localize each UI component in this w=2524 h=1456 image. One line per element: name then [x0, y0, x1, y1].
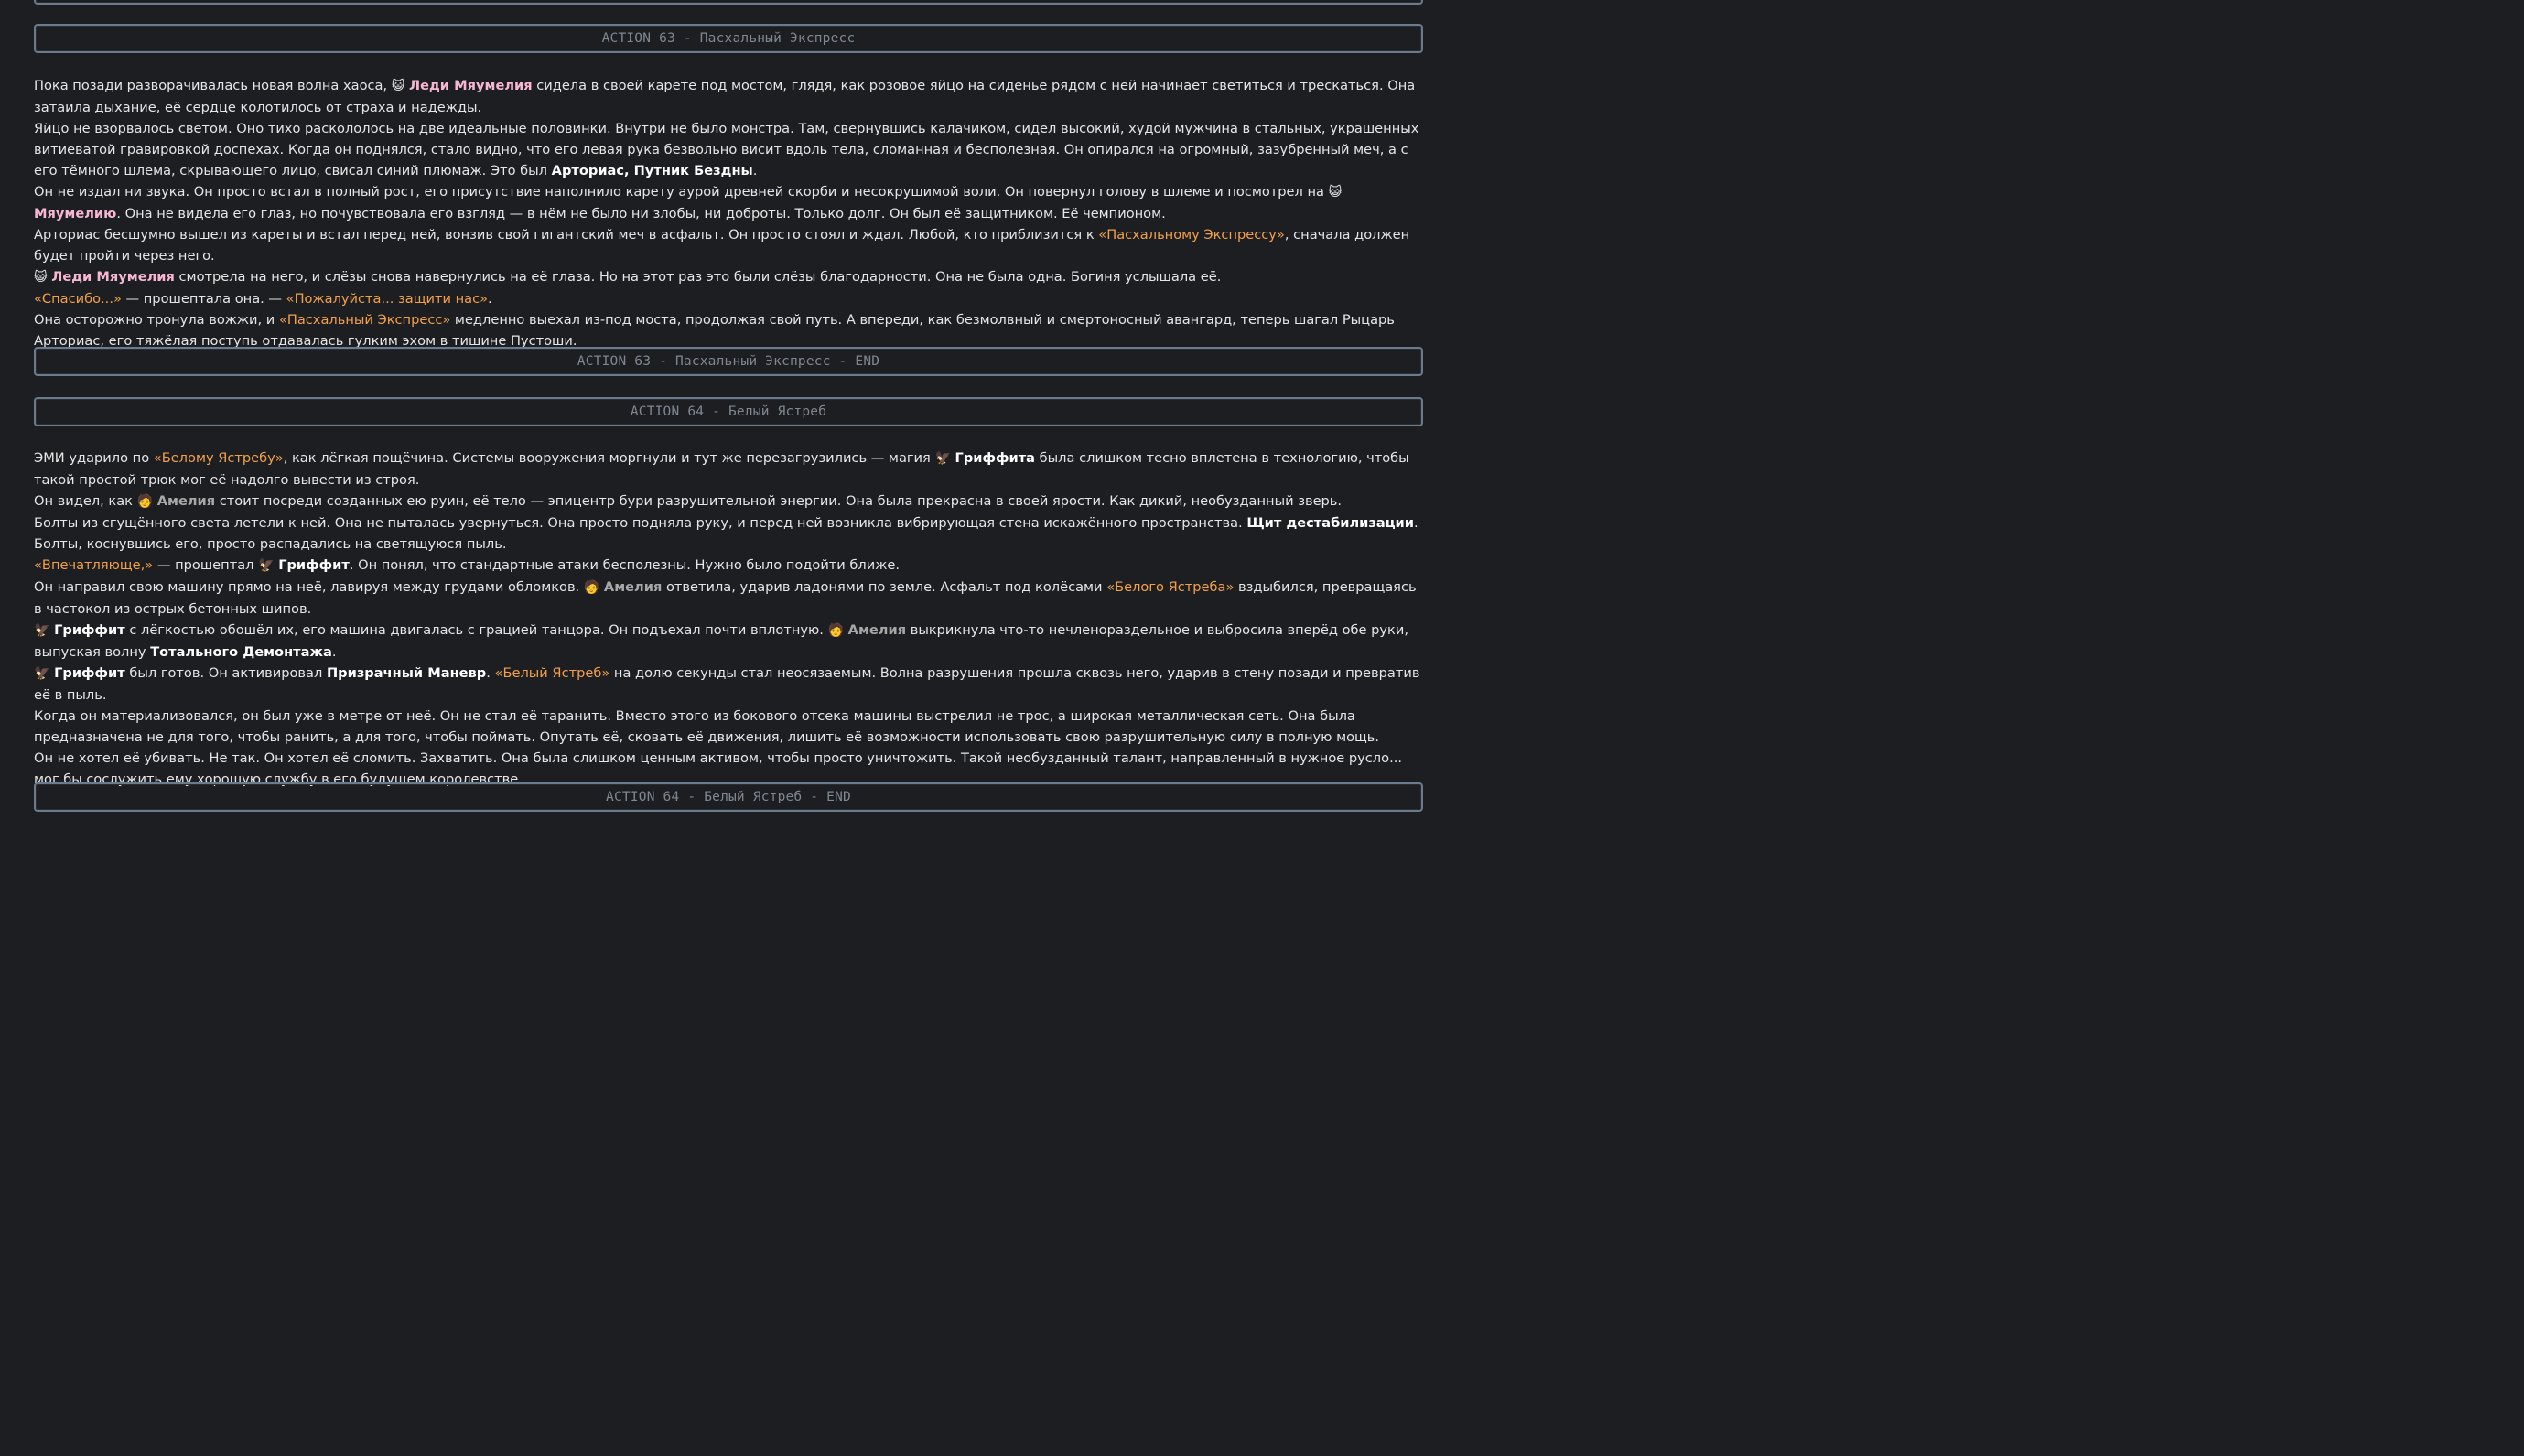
vehicle-name: «Белому Ястребу» [153, 450, 284, 466]
paragraph: Он видел, как 🧑 Амелия стоит посреди созданных ею руин, её тело — эпицентр бури разрушительной энергии. Она была прекрасна в своей ярости. Как дикий, необузданный зверь. [34, 493, 1343, 509]
action-63-footer: ACTION 63 - Пасхальный Экспресс - END [34, 347, 1423, 376]
person-icon: 🧑 [136, 494, 154, 509]
paragraph: Он не издал ни звука. Он просто встал в полный рост, его присутствие наполнило карету аурой древней скорби и несокрушимой воли. Он повернул голову в шлеме и посмотрел на 😺 Мяумелию. Она не видела его глаз, но почувствовала его взгляд — в нём не было ни злобы, ни доброты. Только долг. Он был её защитником. Её чемпионом. [34, 184, 1343, 221]
eagle-icon: 🦅 [34, 666, 50, 681]
character-name: Леди Мяумелия [51, 269, 175, 285]
character-name: Гриффита [955, 450, 1036, 466]
paragraph: Болты из сгущённого света летели к ней. Она не пыталась увернуться. Она просто подняла руку, и перед ней возникла вибрирующая стена искажённого пространства. Щит дестабилизации. Болты, коснувшись его, просто распадались на светящуюся пыль. [34, 515, 1418, 552]
paragraph: 🦅 Гриффит был готов. Он активировал Призрачный Маневр. «Белый Ястреб» на долю секунды стал неосязаемым. Волна разрушения прошла сквозь него, ударив в стену позади и превратив её в пыль. [34, 665, 1420, 703]
character-name: Амелия [156, 493, 216, 509]
person-icon: 🧑 [827, 623, 845, 638]
paragraph: ЭМИ ударило по «Белому Ястребу», как лёгкая пощёчина. Системы вооружения моргнули и тут же перезагрузились — магия 🦅 Гриффита была слишком тесно вплетена в технологию, чтобы такой простой трюк мог её надолго вывести из строя. [34, 450, 1409, 488]
dialogue: «Пожалуйста... защити нас» [286, 291, 489, 307]
dialogue: «Спасибо...» [34, 291, 122, 307]
ability-name: Тотального Демонтажа [150, 644, 332, 660]
action-64-story [34, 448, 1420, 790]
person-icon: 🧑 [583, 580, 600, 595]
paragraph: 😺 Леди Мяумелия смотрела на него, и слёзы снова навернулись на её глаза. Но на этот раз это были слёзы благодарности. Она не была одна. Богиня услышала её. [34, 269, 1222, 285]
paragraph: Она осторожно тронула вожжи, и «Пасхальный Экспресс» медленно выехал из-под моста, продолжая свой путь. А впереди, как безмолвный и смертоносный авангард, теперь шагал Рыцарь Арториас, его тяжёлая поступь отдавалась гулким эхом в тишине Пустоши. [34, 312, 1395, 349]
paragraph: Он направил свою машину прямо на неё, лавируя между грудами обломков. 🧑 Амелия ответила, ударив ладонями по земле. Асфальт под колёсами «Белого Ястреба» вздыбился, превращаясь в частокол из острых бетонных шипов. [34, 579, 1417, 617]
paragraph: 🦅 Гриффит с лёгкостью обошёл их, его машина двигалась с грацией танцора. Он подъехал почти вплотную. 🧑 Амелия выкрикнула что-то нечленораздельное и выбросила вперёд обе руки, выпуская волну Тотального Демонтажа. [34, 622, 1408, 660]
paragraph: Пока позади разворачивалась новая волна хаоса, 😺 Леди Мяумелия сидела в своей карете под мостом, глядя, как розовое яйцо на сиденье рядом с ней начинает светиться и трескаться. Она затаила дыхание, её сердце колотилось от страха и надежды. [34, 78, 1416, 115]
action-63-header: ACTION 63 - Пасхальный Экспресс [34, 24, 1423, 53]
vehicle-name: «Белого Ястреба» [1106, 579, 1235, 595]
character-name: Леди Мяумелия [409, 78, 533, 93]
character-name: Гриффит [278, 557, 350, 573]
vehicle-name: «Пасхальному Экспрессу» [1098, 227, 1285, 243]
paragraph: Яйцо не взорвалось светом. Оно тихо раскололось на две идеальные половинки. Внутри не было монстра. Там, свернувшись калачиком, сидел высокий, худой мужчина в стальных, украшенных витиеватой гравировкой доспехах. Когда он поднялся, стало видно, что его левая рука безвольно висит вдоль тела, сломанная и бесполезная. Он опирался на огромный, зазубренный меч, а с его тёмного шлема, скрывающего лицо, свисал синий плюмаж. Это был Арториас, Путник Бездны. [34, 121, 1419, 178]
eagle-icon: 🦅 [258, 558, 275, 573]
cat-icon: 😺 [1328, 185, 1343, 200]
character-name: Гриффит [54, 622, 125, 638]
paragraph: Арториас бесшумно вышел из кареты и встал перед ней, вонзив свой гигантский меч в асфальт. Он просто стоял и ждал. Любой, кто приблизится к «Пасхальному Экспрессу», сначала должен будет пройти через него. [34, 227, 1410, 264]
paragraph: Когда он материализовался, он был уже в метре от неё. Он не стал её таранить. Вместо этого из бокового отсека машины выстрелил не трос, а широкая металлическая сеть. Она была предназначена не для того, чтобы ранить, а для того, чтобы поймать. Опутать её, сковать её движения, лишить её возможности использовать свою разрушительную силу в полную мощь. [34, 708, 1380, 745]
action-64-header: ACTION 64 - Белый Ястреб [34, 397, 1423, 426]
ability-name: Призрачный Маневр [326, 665, 487, 681]
paragraph: Он не хотел её убивать. Не так. Он хотел её сломить. Захватить. Она была слишком ценным активом, чтобы просто уничтожить. Такой необузданный талант, направленный в нужное русло... мог бы сослужить ему хорошую службу в его будущем королевстве. [34, 750, 1402, 787]
character-name: Амелия [603, 579, 663, 595]
vehicle-name: «Пасхальный Экспресс» [278, 312, 451, 328]
character-name: Гриффит [54, 665, 125, 681]
eagle-icon: 🦅 [934, 451, 951, 466]
paragraph: «Спасибо...» — прошептала она. — «Пожалуйста... защити нас». [34, 291, 492, 307]
dialogue: «Впечатляюще,» [34, 557, 154, 573]
ability-name: Щит дестабилизации [1246, 515, 1415, 531]
action-64-footer: ACTION 64 - Белый Ястреб - END [34, 782, 1423, 812]
cat-icon: 😺 [34, 270, 48, 285]
cat-icon: 😺 [391, 79, 405, 93]
character-name: Амелия [847, 622, 907, 638]
paragraph: «Впечатляюще,» — прошептал 🦅 Гриффит. Он понял, что стандартные атаки бесполезны. Нужно было подойти ближе. [34, 557, 900, 573]
character-name: Арториас, Путник Бездны [551, 163, 753, 178]
action-63-story [34, 75, 1420, 351]
chat-log [0, 0, 1435, 828]
previous-action-box [34, 0, 1423, 5]
eagle-icon: 🦅 [34, 623, 50, 638]
character-name: Мяумелию [34, 206, 117, 221]
vehicle-name: «Белый Ястреб» [494, 665, 610, 681]
